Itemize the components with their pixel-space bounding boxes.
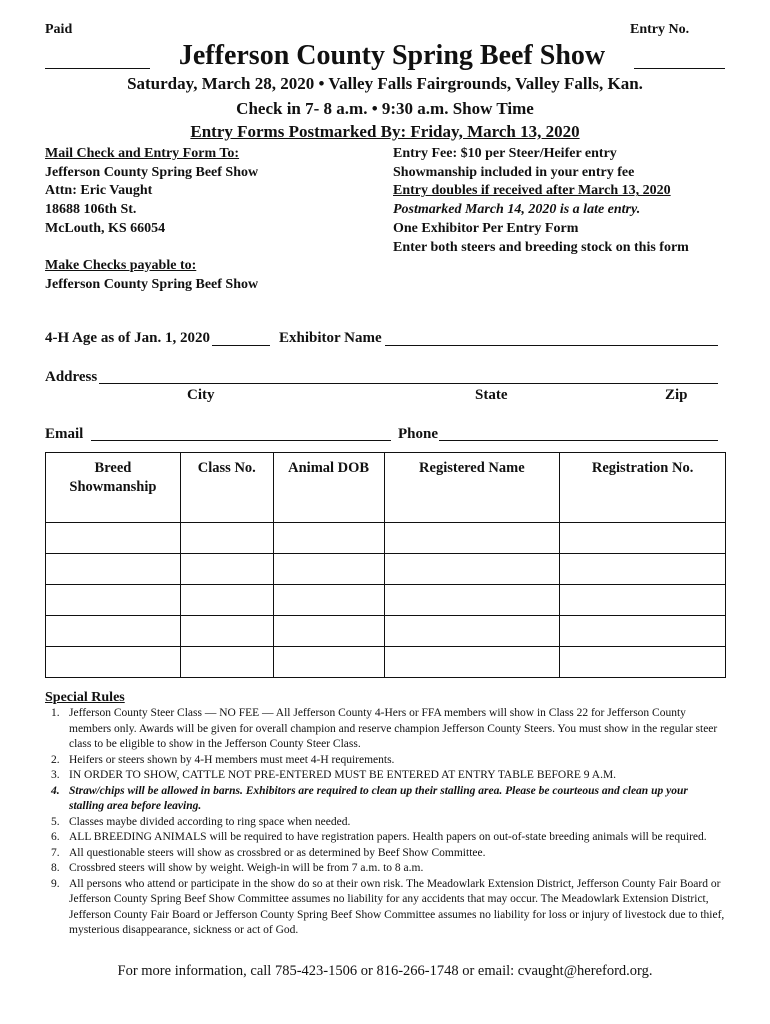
entry-table <box>45 452 726 678</box>
doubles-note: Entry doubles if received after March 13, 2020 <box>393 183 671 199</box>
table-cell[interactable] <box>384 616 560 647</box>
exhibitor-label: Exhibitor Name <box>279 330 382 346</box>
phone-label: Phone <box>398 426 439 442</box>
table-header-row <box>46 453 726 523</box>
phone-field[interactable] <box>439 440 718 441</box>
rule-number: 6. <box>51 831 60 843</box>
rule-number: 5. <box>51 815 60 828</box>
rule-number: 1. <box>51 707 60 719</box>
payable-heading: Make Checks payable to: <box>45 258 197 273</box>
exhibitor-name-field[interactable] <box>385 345 718 346</box>
table-cell[interactable] <box>273 585 384 616</box>
mail-line: Jefferson County Spring Beef Show <box>45 164 259 180</box>
rule-text: Classes maybe divided according to ring space when needed. <box>69 815 351 828</box>
rule-item <box>45 784 725 815</box>
rule-item <box>45 877 725 939</box>
mail-line: 18688 106th St. <box>45 202 137 218</box>
mail-line: McLouth, KS 66054 <box>45 220 166 236</box>
both-note: Enter both steers and breeding stock on this form <box>393 239 689 255</box>
table-row <box>46 585 726 616</box>
table-cell[interactable] <box>46 554 181 585</box>
date-line: Saturday, March 28, 2020 • Valley Falls Fairgrounds, Valley Falls, Kan. <box>127 74 643 93</box>
email-field[interactable] <box>91 440 391 441</box>
age-field[interactable] <box>212 345 270 346</box>
fees-block <box>393 145 689 257</box>
table-cell[interactable] <box>273 523 384 554</box>
rule-item <box>45 846 725 862</box>
rule-number: 7. <box>51 846 60 859</box>
state-label: State <box>475 387 508 403</box>
rule-number: 2. <box>51 753 60 766</box>
time-line: Check in 7- 8 a.m. • 9:30 a.m. Show Time <box>236 99 534 118</box>
col-class-no: Class No. <box>180 453 273 523</box>
table-cell[interactable] <box>560 647 726 678</box>
rule-text: All questionable steers will show as crossbred or as determined by Beef Show Committee. <box>69 846 486 859</box>
table-cell[interactable] <box>46 523 181 554</box>
table-cell[interactable] <box>384 523 560 554</box>
rule-text: All persons who attend or participate in the show do so at their own risk. The Meadowlark Extension District, Jefferson County Fair Board or Jefferson County Spring Beef Show Committee assumes no liability for any accidents that may occur. The Meadowlark Extension District, Jefferson County Fair Board or Jefferson County Spring Beef Show Committee assumes no liability for loss or injury of livestock due to thief, mysterious disappearance, sickness or act of God. <box>69 877 725 936</box>
entry-no-label: Entry No. <box>630 22 690 37</box>
table-cell[interactable] <box>46 647 181 678</box>
rules-heading: Special Rules <box>45 690 125 705</box>
col-registered-name: Registered Name <box>384 453 560 523</box>
table-cell[interactable] <box>560 616 726 647</box>
table-cell[interactable] <box>180 647 273 678</box>
table-cell[interactable] <box>560 585 726 616</box>
rule-number: 9. <box>51 877 60 890</box>
col-breed-showmanship: Breed Showmanship <box>46 453 181 523</box>
rule-number: 3. <box>51 769 60 781</box>
rule-text: Jefferson County Steer Class — NO FEE — All Jefferson County 4-Hers or FFA members will show in Class 22 for Jefferson County members only. Awards will be given for overall champion and reserve champion Jefferson County Steers. You must show in the regular steer class to be eligible to show in the Jefferson County Steer Class. <box>69 707 718 750</box>
rule-text: Crossbred steers will show by weight. Weigh-in will be from 7 a.m. to 8 a.m. <box>69 862 424 874</box>
rule-text: IN ORDER TO SHOW, CATTLE NOT PRE-ENTERED MUST BE ENTERED AT ENTRY TABLE BEFORE 9 A.M. <box>69 769 617 781</box>
table-cell[interactable] <box>273 554 384 585</box>
rule-text: Straw/chips will be allowed in barns. Exhibitors are required to clean up their stalling area. Please be courteous and clean up your stalling area before leaving. <box>69 784 688 812</box>
page-title: Jefferson County Spring Beef Show <box>178 40 606 71</box>
address-label: Address <box>45 369 98 385</box>
payable-block <box>45 257 258 294</box>
rule-text: ALL BREEDING ANIMALS will be required to have registration papers. Health papers on out-of-state breeding animals will be required. <box>69 831 707 843</box>
rule-item <box>45 861 725 877</box>
city-label: City <box>187 387 215 403</box>
table-cell[interactable] <box>384 554 560 585</box>
table-cell[interactable] <box>384 585 560 616</box>
mail-block <box>45 145 258 239</box>
rule-item <box>45 815 725 831</box>
late-note: Postmarked March 14, 2020 is a late entry. <box>393 202 641 218</box>
rule-item <box>45 768 725 784</box>
table-cell[interactable] <box>46 616 181 647</box>
table-row <box>46 523 726 554</box>
rule-item <box>45 830 725 846</box>
col-registration-no: Registration No. <box>560 453 726 523</box>
rule-number: 8. <box>51 862 60 874</box>
zip-label: Zip <box>665 387 688 403</box>
table-cell[interactable] <box>384 647 560 678</box>
payable-to: Jefferson County Spring Beef Show <box>45 276 259 292</box>
table-cell[interactable] <box>560 554 726 585</box>
entry-no-line[interactable] <box>634 68 725 69</box>
showmanship-note: Showmanship included in your entry fee <box>393 164 635 180</box>
address-field[interactable] <box>99 383 718 384</box>
table-cell[interactable] <box>180 554 273 585</box>
table-cell[interactable] <box>180 616 273 647</box>
one-exhibitor-note: One Exhibitor Per Entry Form <box>393 220 579 236</box>
email-label: Email <box>45 426 84 442</box>
table-cell[interactable] <box>46 585 181 616</box>
mail-heading: Mail Check and Entry Form To: <box>45 146 240 161</box>
deadline-line: Entry Forms Postmarked By: Friday, March 13, 2020 <box>190 122 580 141</box>
age-label: 4-H Age as of Jan. 1, 2020 <box>45 330 210 346</box>
col-animal-dob: Animal DOB <box>273 453 384 523</box>
table-cell[interactable] <box>273 647 384 678</box>
table-row <box>46 647 726 678</box>
table-cell[interactable] <box>180 523 273 554</box>
rule-number: 4. <box>51 784 60 797</box>
paid-line[interactable] <box>45 68 150 69</box>
footer-info: For more information, call 785-423-1506 or 816-266-1748 or email: cvaught@hereford.org. <box>117 963 653 979</box>
rules-list <box>45 706 725 939</box>
rule-item <box>45 706 725 753</box>
paid-label: Paid <box>45 22 73 37</box>
table-row <box>46 616 726 647</box>
table-cell[interactable] <box>180 585 273 616</box>
table-row <box>46 554 726 585</box>
rule-text: Heifers or steers shown by 4-H members must meet 4-H requirements. <box>69 753 395 766</box>
rule-item <box>45 753 725 769</box>
table-cell[interactable] <box>560 523 726 554</box>
special-rules <box>45 689 725 939</box>
mail-line: Attn: Eric Vaught <box>45 183 153 199</box>
entry-fee: Entry Fee: $10 per Steer/Heifer entry <box>393 146 617 161</box>
table-cell[interactable] <box>273 616 384 647</box>
